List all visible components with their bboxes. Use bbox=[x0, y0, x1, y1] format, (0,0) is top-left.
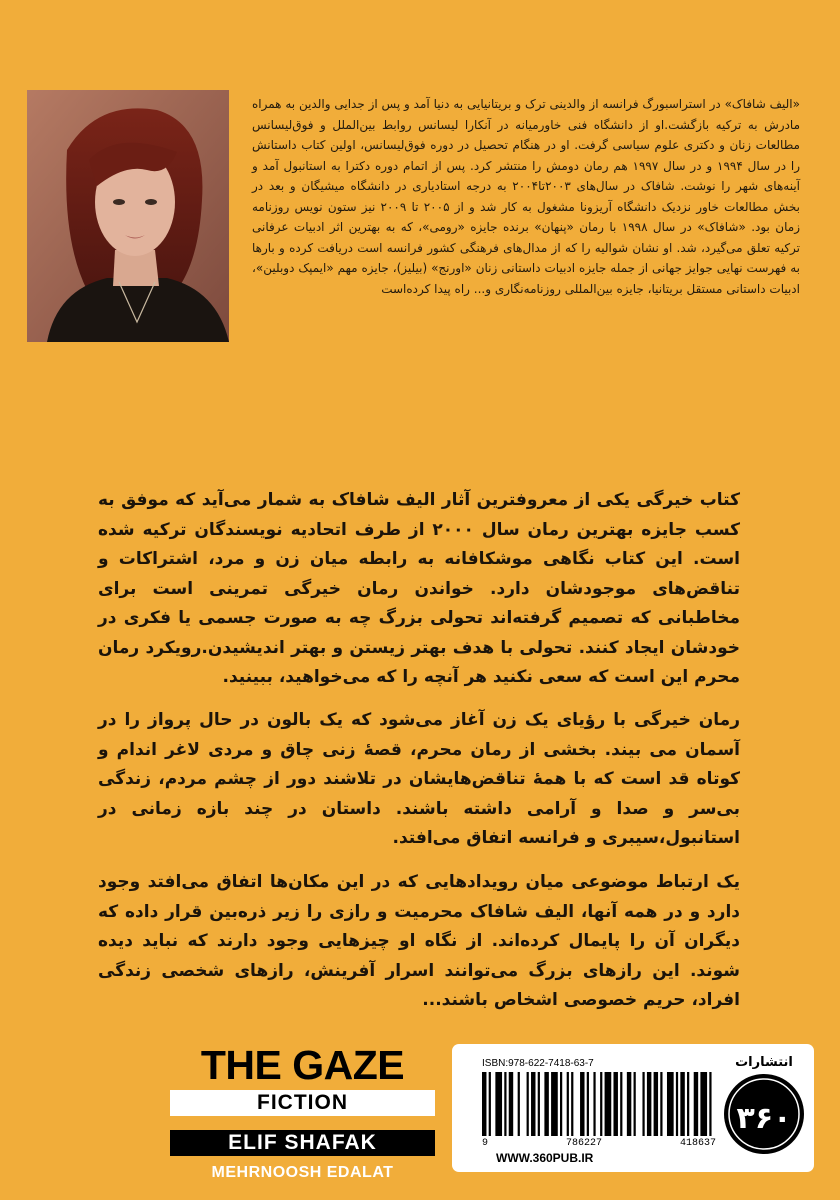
barcode-digits-end: 418637 bbox=[679, 1138, 716, 1149]
author-photo bbox=[27, 90, 229, 342]
description-paragraph-3: یک ارتباط موضوعی میان رویدادهایی که در این مکان‌ها اتفاق می‌افتد وجود دارد و در همه آنها، الیف شافاک محرمیت و رازی را زیر ذره‌بین قرار داده که دیگران آن را پایمال کرده‌اند. از نگاه او چیزهایی وجود دارند که نباید دیده شوند. این رازهای بزرگ می‌توانند اسرار آفرینش، رازهای شخصی زندگی افراد، حریم خصوصی اشخاص باشند... bbox=[98, 872, 740, 1010]
author-name: ELIF SHAFAK bbox=[170, 1130, 435, 1156]
barcode-digit-first: 9 bbox=[482, 1138, 489, 1149]
publisher-number: ۳۶۰ bbox=[736, 1101, 792, 1136]
author-bio: «الیف شافاک» در استراسبورگ فرانسه از والدینی ترک و بریتانیایی به دنیا آمد و پس از جدایی والدین به همراه مادرش به ترکیه بازگشت.او از دانشگاه فنی خاورمیانه در آنکارا لیسانس روابط بین‌الملل و فوق‌لیسانس مطالعات زنان و دکتری علوم سیاسی گرفت. او در هنگام تحصیل در دوره فوق‌لیسانس، اولین کتاب داستانش را در سال ۱۹۹۴ و در سال ۱۹۹۷ هم رمان دومش را منتشر کرد. پس از اتمام دوره دکترا به استانبول آمد و آینه‌های شهر را نوشت. شافاک در سال‌های ۲۰۰۳تا۲۰۰۴ به درجه استادیاری در دانشگاه میشیگان و بعد در بخش مطالعات خاور نزدیک دانشگاه آریزونا مشغول به کار شد و از ۲۰۰۵ تا ۲۰۰۹ نیز ستون نویس روزنامه زمان بود. «شافاک» در سال ۱۹۹۸ با رمان «پنهان» برنده جایزه «رومی»، که به بهترین اثر ادبیات عرفانی ترکیه تعلق می‌گیرد، شد. او نشان شوالیه را که از مدال‌های فرهنگی کشور فرانسه است دریافت کرده و بارها به فهرست نهایی جوایز جهانی از جمله جایزه ادبیات داستانی زنان «اورنج» (بیلیز)، جایزه مهم «ایمپک دوبلین»، ادبیات داستانی مستقل بریتانیا، جایزه بین‌المللی روزنامه‌نگاری و... راه پیدا کرده‌است bbox=[252, 97, 801, 296]
publisher-word: انتشارات bbox=[735, 1055, 793, 1070]
isbn-label: ISBN:978-622-7418-63-7 bbox=[482, 1058, 594, 1069]
translator-name: MEHRNOOSH EDALAT bbox=[211, 1164, 394, 1181]
description-paragraph-2: رمان خیرگی با رؤیای یک زن آغاز می‌شود که یک بالون در حال پرواز را در آسمان می بیند. بخشی از رمان محرم، قصهٔ زنی چاق و مردی لاغر اندام و کوتاه قد است که با همهٔ تناقض‌هایشان در تلاشند دور از چشم مردم، زندگی بی‌سر و صدا و آرامی داشته باشند. داستان در چند بازه زمانی در استانبول،سیبری و فرانسه اتفاق می‌افتد. bbox=[98, 710, 740, 848]
barcode-digits-mid: 786227 bbox=[565, 1138, 602, 1149]
description-paragraph-1: کتاب خیرگی یکی از معروفترین آثار الیف شافاک به شمار می‌آید که موفق به کسب جایزه بهترین رمان سال ۲۰۰۰ از طرف اتحادیه نویسندگان ترکیه شده است. این کتاب نگاهی موشکافانه به رابطه میان زن و مرد، اشتراکات و تناقض‌های موجودشان دارد. خواندن رمان خیرگی تمرینی است برای مخاطبانی که تصمیم گرفته‌اند تحولی بزرگ چه به صورت جسمی یا فکری در خودشان ایجاد کنند. تحولی با هدف بهتر زیستن و بهتر اندیشیدن.رویکرد رمان محرم این است که سعی نکنید هر آنچه را که می‌خواهید، ببینید. bbox=[98, 490, 741, 687]
book-title: THE GAZE bbox=[200, 1042, 405, 1088]
barcode-panel bbox=[452, 1044, 814, 1172]
barcode-icon bbox=[482, 1072, 716, 1136]
genre-label: FICTION bbox=[170, 1090, 435, 1116]
publisher-logo-icon bbox=[718, 1052, 808, 1164]
title-block bbox=[170, 1044, 435, 1182]
barcode-digits bbox=[482, 1138, 716, 1149]
publisher-url: WWW.360PUB.IR bbox=[496, 1151, 594, 1165]
